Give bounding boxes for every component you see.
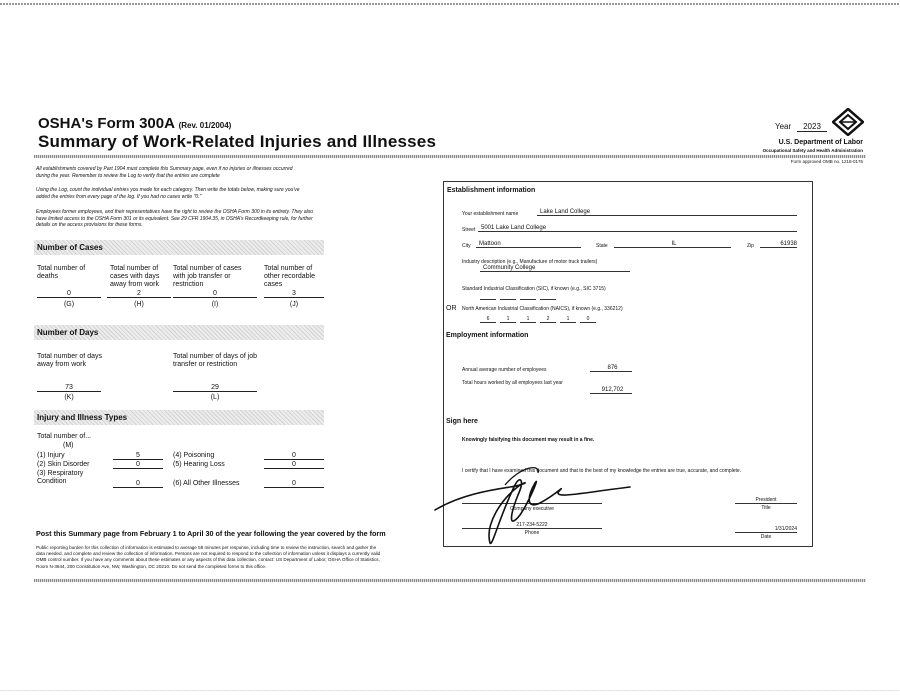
skin-disorder-value: 0 [113, 461, 163, 469]
days-away-value: 73 [37, 384, 101, 392]
or-label: OR [446, 305, 457, 312]
phone-label: Phone [524, 530, 540, 536]
naics-label: North American Industrial Classification (NAICS), if known (e.g., 336212) [462, 306, 623, 312]
hours-label: Total hours worked by all employees last year [462, 380, 563, 386]
avg-employees-label: Annual average number of employees [462, 367, 547, 373]
bottom-rule [0, 690, 900, 691]
est-name-label: Your establishment name [462, 211, 519, 217]
state-field[interactable]: IL [614, 241, 731, 248]
types-intro: Total number of... [37, 433, 92, 440]
injury-value: 5 [113, 452, 163, 460]
naics-digit-5[interactable]: 1 [560, 316, 576, 323]
title-label: Title [761, 505, 771, 511]
days-away-cases-label: Total number of cases with days away from work [110, 265, 160, 288]
sign-heading: Sign here [446, 418, 478, 425]
naics-digit-1[interactable]: 6 [480, 316, 496, 323]
sic-box-2[interactable] [500, 299, 516, 300]
agency-name: Occupational Safety and Health Administration [762, 148, 863, 153]
deaths-code: (G) [63, 301, 75, 308]
street-field[interactable]: 5001 Lake Land College [478, 225, 797, 232]
naics-digit-2[interactable]: 1 [500, 316, 516, 323]
instructions-p1: All establishments covered by Part 1904 must complete this Summary page, even if no injuries or illnesses occurred during the year. Remember to review the Log to verify that the entries are complete [36, 166, 293, 179]
naics-digit-3[interactable]: 1 [520, 316, 536, 323]
hearing-loss-label: (5) Hearing Loss [173, 461, 225, 468]
certify-statement: I certify that I have examined this document and that to the best of my knowledge the entries are true, accurate, and complete. [462, 468, 742, 474]
days-heading: Number of Days [34, 325, 324, 340]
date-field[interactable]: 1/31/2024 [735, 526, 797, 533]
cases-heading: Number of Cases [34, 240, 324, 255]
street-label: Street [462, 227, 476, 233]
other-cases-value: 3 [264, 290, 324, 298]
other-illnesses-value: 0 [264, 480, 324, 488]
days-away-cases-code: (H) [134, 301, 144, 308]
types-code: (M) [63, 442, 74, 449]
page-title: Summary of Work-Related Injuries and Illnesses [38, 132, 437, 151]
zip-field[interactable]: 61938 [760, 241, 797, 248]
header-rule [34, 155, 866, 158]
instructions-p2: Using the Log, count the individual entries you made for each category. Then write the totals below, making sure you've added the entries from every page of the log. If you had no cases write "0." [36, 187, 300, 200]
footer-rule [34, 579, 866, 582]
days-away-label: Total number of days away from work [37, 353, 102, 368]
burden-statement: Public reporting burden for this collection of information is estimated to average 58 minutes per response, including time to review the instruction, search and gather the data needed, and complete and review the collection of information. Persons are not required to respond to the collection of information unless it displays a currently valid OMB control number. If you have any comments about these estimates or any aspects of this data collection, contact: US Department of Labor, OSHA Office of Statistics, Room N-3644, 200 Constitution Ave, NW, Washington, DC 20210. Do not send the completed forms to this office. [36, 545, 381, 569]
deaths-value: 0 [37, 290, 101, 298]
transfer-cases-value: 0 [173, 290, 257, 298]
form-title: OSHA's Form 300A (Rev. 01/2004) [38, 115, 232, 132]
transfer-cases-code: (I) [211, 301, 219, 308]
poisoning-value: 0 [264, 452, 324, 460]
omb-number: Form approved OMB no. 1218-0176 [790, 159, 863, 164]
dol-logo-icon [832, 108, 864, 136]
other-cases-code: (J) [289, 301, 299, 308]
days-transfer-value: 29 [173, 384, 257, 392]
deaths-label: Total number of deaths [37, 265, 86, 280]
sic-label: Standard Industrial Classification (SIC), if known (e.g., SIC 3715) [462, 286, 606, 292]
days-transfer-code: (L) [210, 394, 220, 401]
city-field[interactable]: Mattoon [476, 241, 581, 248]
naics-digit-4[interactable]: 2 [540, 316, 556, 323]
dept-name: U.S. Department of Labor [778, 139, 863, 146]
post-notice: Post this Summary page from February 1 to April 30 of the year following the year covered by the form [36, 529, 386, 538]
other-illnesses-label: (6) All Other Illnesses [173, 480, 240, 487]
sic-box-3[interactable] [520, 299, 536, 300]
sic-box-1[interactable] [480, 299, 496, 300]
falsify-warning: Knowingly falsifying this document may result in a fine. [462, 437, 595, 443]
poisoning-label: (4) Poisoning [173, 452, 215, 459]
establishment-heading: Establishment information [447, 187, 536, 194]
year-value: 2023 [797, 122, 827, 132]
year-label: Year [775, 122, 792, 131]
exec-label: Company executive [510, 506, 554, 512]
transfer-cases-label: Total number of cases with job transfer or restriction [173, 265, 242, 288]
skin-disorder-label: (2) Skin Disorder [37, 461, 90, 468]
date-label: Date [760, 534, 772, 540]
employment-heading: Employment information [446, 332, 529, 339]
industry-field[interactable]: Community College [480, 265, 630, 272]
days-transfer-label: Total number of days of job transfer or restriction [173, 353, 258, 368]
industry-label: Industry description (e.g., Manufacture of motor truck trailers) [462, 259, 598, 265]
est-name-field[interactable]: Lake Land College [537, 209, 797, 216]
top-rule [0, 3, 900, 5]
naics-digit-6[interactable]: 0 [580, 316, 596, 323]
injury-label: (1) Injury [37, 452, 65, 459]
other-cases-label: Total number of other recordable cases [264, 265, 315, 288]
sic-box-4[interactable] [540, 299, 556, 300]
city-label: City [462, 243, 471, 249]
zip-label: Zip [747, 243, 754, 249]
instructions-p3: Employees former employees, and their representatives have the right to review the OSHA Form 300 in its entirety. They also have limited access to the OSHA Form 301 or its equivalent. See 29 CFR 1904.35, in OSHA's Recordkeeping rule, for further details on the access provisions for these forms. [36, 209, 314, 228]
signature-icon [430, 455, 660, 550]
state-label: State [596, 243, 608, 249]
respiratory-value: 0 [113, 480, 163, 488]
phone-field[interactable]: 217-234-5222 [462, 522, 602, 529]
hours-field[interactable]: 912,702 [590, 387, 632, 394]
respiratory-label: (3) Respiratory Condition [37, 470, 84, 485]
title-field[interactable]: President [735, 497, 797, 504]
days-away-cases-value: 2 [107, 290, 171, 298]
hearing-loss-value: 0 [264, 461, 324, 469]
avg-employees-field[interactable]: 876 [590, 365, 632, 372]
types-heading: Injury and Illness Types [34, 410, 324, 425]
days-away-code: (K) [64, 394, 74, 401]
